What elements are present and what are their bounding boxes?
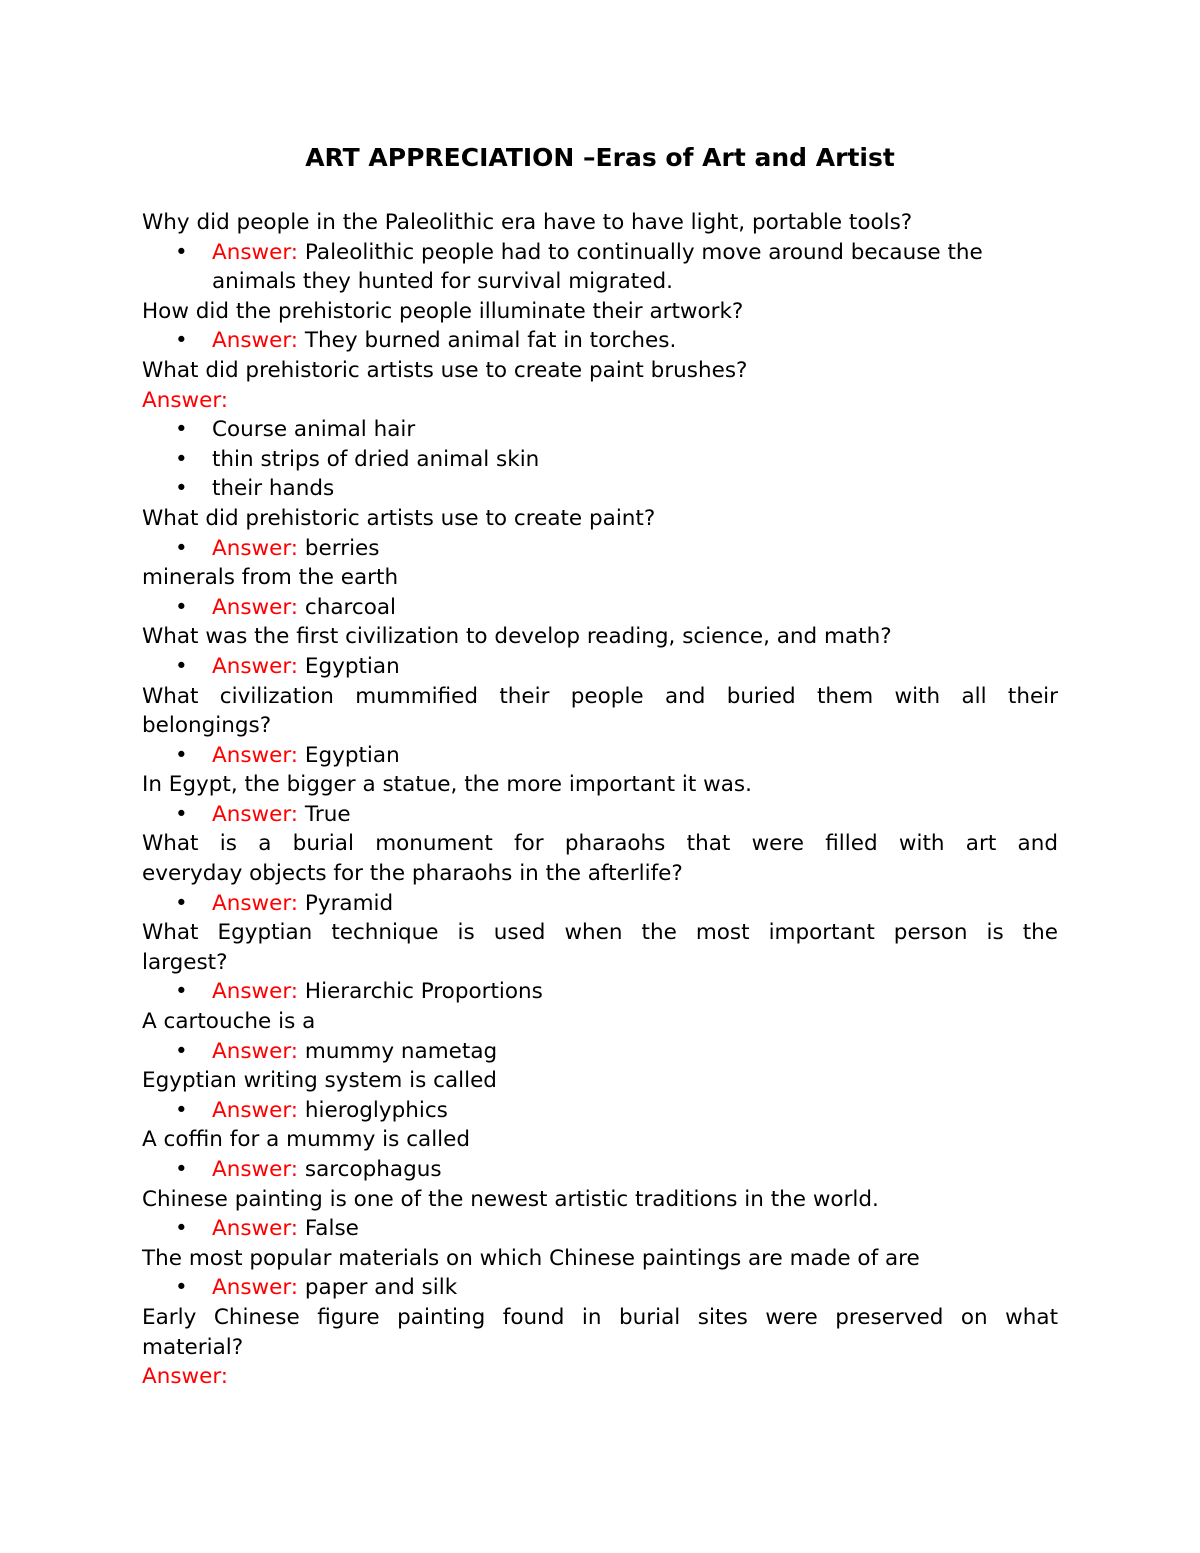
question-10: A cartouche is a — [142, 1009, 316, 1035]
answer-text: berries — [298, 535, 380, 561]
answer-text: charcoal — [298, 594, 397, 620]
question-5: What was the first civilization to develop reading, science, and math? — [142, 624, 892, 650]
question-4-extra: minerals from the earth — [142, 565, 399, 591]
bullet-icon: • — [175, 417, 188, 443]
answer-text: Egyptian — [298, 653, 400, 679]
question-6-continued: belongings? — [142, 713, 272, 739]
answer-text: False — [298, 1216, 359, 1242]
bullet-icon: • — [175, 653, 188, 679]
answer-4b — [142, 593, 1058, 623]
bullet-icon: • — [175, 890, 188, 916]
answer-label: Answer: — [212, 1216, 299, 1242]
answer-text: Paleolithic people had to continually move around because the — [298, 239, 983, 265]
document-title: ART APPRECIATION –Eras of Art and Artist — [305, 143, 895, 172]
answer-label: Answer: — [212, 535, 299, 561]
question-9-continued: largest? — [142, 949, 228, 975]
answer-label: Answer: — [212, 979, 299, 1005]
question-11: Egyptian writing system is called — [142, 1068, 497, 1094]
answer-label: Answer: — [212, 328, 299, 354]
question-15-continued: material? — [142, 1334, 244, 1360]
bullet-icon: • — [175, 535, 188, 561]
question-3: What did prehistoric artists use to create paint brushes? — [142, 357, 748, 383]
answer-1 — [142, 238, 1058, 268]
answer-text: mummy nametag — [298, 1038, 498, 1064]
question-4: What did prehistoric artists use to create paint? — [142, 505, 656, 531]
bullet-icon: • — [175, 1216, 188, 1242]
document-body — [142, 208, 1058, 1392]
answer-text: paper and silk — [298, 1275, 458, 1301]
answer-14 — [142, 1273, 1058, 1303]
bullet-icon: • — [175, 979, 188, 1005]
answer-13 — [142, 1214, 1058, 1244]
bullet-icon: • — [175, 476, 188, 502]
answer-text: their hands — [212, 476, 335, 502]
answer-label: Answer: — [212, 1157, 299, 1182]
answer-text: Egyptian — [298, 742, 400, 768]
answer-3-item — [142, 445, 1058, 475]
answer-label: Answer: — [212, 1275, 299, 1301]
answer-label: Answer: — [142, 1364, 229, 1390]
bullet-icon: • — [175, 446, 188, 472]
bullet-icon: • — [175, 1097, 188, 1123]
bullet-icon: • — [175, 594, 188, 620]
answer-text: Course animal hair — [212, 417, 416, 443]
answer-label: Answer: — [212, 1097, 299, 1123]
question-15: Early Chinese figure painting found in burial sites were preserved on what — [142, 1304, 1058, 1330]
bullet-icon: • — [175, 1157, 188, 1182]
answer-2 — [142, 326, 1058, 356]
answer-7 — [142, 800, 1058, 830]
bullet-icon: • — [175, 328, 188, 354]
question-12: A coffin for a mummy is called — [142, 1127, 471, 1153]
answer-label: Answer: — [212, 239, 299, 265]
answer-label: Answer: — [212, 1038, 299, 1064]
answer-9 — [142, 977, 1058, 1007]
answer-label: Answer: — [212, 742, 299, 768]
answer-text: Pyramid — [298, 890, 394, 916]
question-13: Chinese painting is one of the newest artistic traditions in the world. — [142, 1186, 879, 1212]
answer-8 — [142, 889, 1058, 919]
answer-label: Answer: — [212, 801, 299, 827]
question-8: What is a burial monument for pharaohs that were filled with art and — [142, 831, 1058, 857]
bullet-icon: • — [175, 742, 188, 768]
question-1: Why did people in the Paleolithic era have to have light, portable tools? — [142, 210, 913, 235]
question-7: In Egypt, the bigger a statue, the more important it was. — [142, 772, 752, 798]
answer-label: Answer: — [212, 594, 299, 620]
question-6: What civilization mummified their people and buried them with all their — [142, 683, 1058, 709]
answer-text: They burned animal fat in torches. — [298, 328, 677, 354]
question-9: What Egyptian technique is used when the most important person is the — [142, 920, 1058, 946]
answer-text: Hierarchic Proportions — [298, 979, 543, 1005]
answer-3-item — [142, 415, 1058, 445]
answer-text: thin strips of dried animal skin — [212, 446, 540, 472]
answer-text: hieroglyphics — [298, 1097, 448, 1123]
answer-1-continued: animals they hunted for survival migrated. — [212, 269, 673, 295]
question-14: The most popular materials on which Chinese paintings are made of are — [142, 1245, 920, 1271]
answer-label: Answer: — [142, 387, 229, 413]
question-2: How did the prehistoric people illuminate their artwork? — [142, 298, 744, 324]
answer-text: sarcophagus — [298, 1157, 442, 1182]
bullet-icon: • — [175, 1038, 188, 1064]
answer-6 — [142, 741, 1058, 771]
answer-11 — [142, 1096, 1058, 1126]
question-8-continued: everyday objects for the pharaohs in the afterlife? — [142, 861, 683, 887]
answer-4a — [142, 534, 1058, 564]
answer-text: True — [298, 801, 351, 827]
answer-label: Answer: — [212, 890, 299, 916]
bullet-icon: • — [175, 801, 188, 827]
answer-10 — [142, 1037, 1058, 1067]
answer-3-item — [142, 474, 1058, 504]
answer-12 — [142, 1155, 1058, 1185]
bullet-icon: • — [175, 1275, 188, 1301]
bullet-icon: • — [175, 239, 188, 265]
answer-5 — [142, 652, 1058, 682]
answer-label: Answer: — [212, 653, 299, 679]
